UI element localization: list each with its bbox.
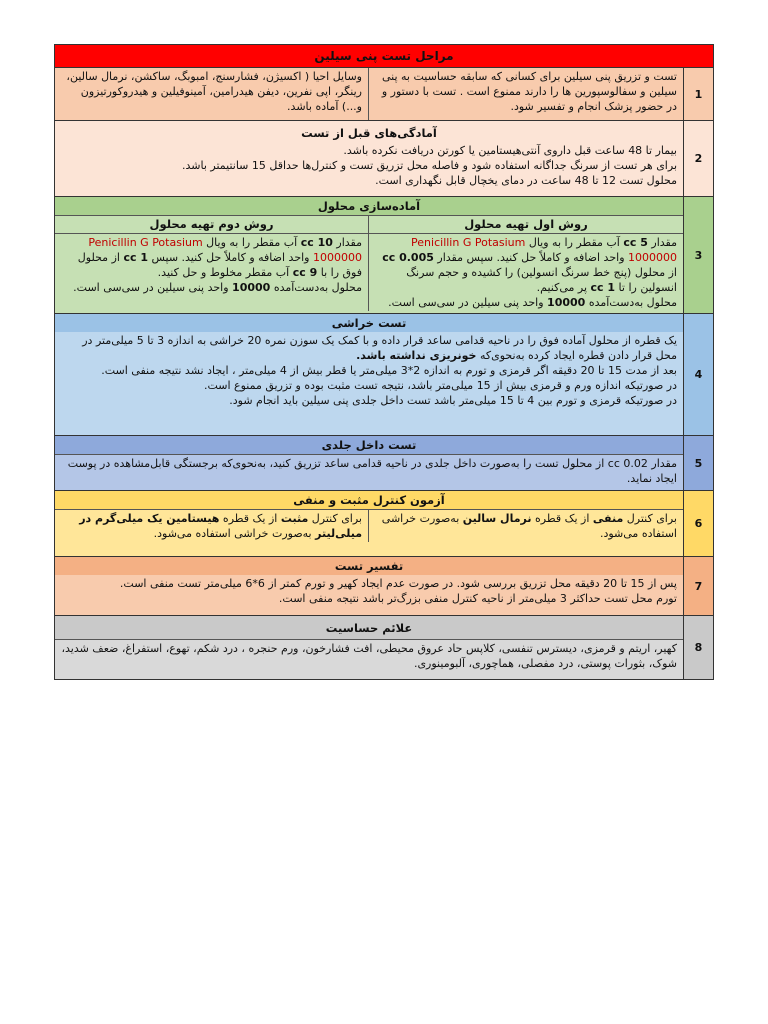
row-header: علائم حساسیت	[55, 616, 683, 640]
row-6-body	[55, 491, 683, 556]
table-row	[54, 121, 714, 197]
drug-units: 1000000	[313, 251, 362, 264]
text-line: تورم محل تست حداکثر 3 میلی‌متر از ناحیه کنترل منفی بزرگ‌تر باشد نتیجه منفی است.	[278, 592, 677, 605]
row-6-columns	[55, 510, 683, 542]
text-run: 9 cc	[292, 266, 318, 279]
text-run: برای کنترل	[308, 512, 362, 525]
positive-control-text	[55, 510, 369, 542]
method-1-text	[369, 234, 683, 311]
row-header: تست داخل جلدی	[55, 436, 683, 455]
method-2-text	[55, 234, 369, 311]
text-line: در صورتیکه اندازه ورم و قرمزی بیش از 15 میلی‌متر باشد، نتیجه تست مثبت بوده و تزریق ممنوع است.	[203, 379, 677, 392]
row-number: 1	[683, 68, 713, 120]
text-run: واحد اضافه و کاملاً حل کنید. سپس مقدار	[433, 251, 628, 264]
row-3-columns	[55, 216, 683, 234]
drug-name: Penicillin G Potasium	[411, 236, 526, 249]
row-number: 5	[683, 436, 713, 490]
row-header: آماده‌سازی محلول	[55, 197, 683, 216]
row-1-body	[55, 68, 683, 120]
row-number: 6	[683, 491, 713, 556]
row-7-body	[55, 557, 683, 615]
text-run: هیستامین یک میلی‌گرم در میلی‌لیتر	[79, 512, 362, 540]
table-row	[54, 68, 714, 121]
text-run: 5 cc	[623, 236, 648, 249]
text-line: محلول تست 12 تا 48 ساعت در دمای یخچال قابل نگهداری است.	[375, 174, 677, 187]
row-5-body	[55, 436, 683, 490]
text-run: 10 cc	[300, 236, 333, 249]
protocol-table	[54, 68, 714, 680]
row-2-text	[55, 142, 683, 190]
row-header: تفسیر تست	[55, 557, 683, 575]
method-2-title: روش دوم تهیه محلول	[55, 216, 369, 233]
text-run: از محلول فوق را با	[77, 251, 362, 279]
text-run: نرمال سالین	[462, 512, 532, 525]
text-run: از یک قطره	[219, 512, 281, 525]
text-line: بیمار تا 48 ساعت قبل داروی آنتی‌هیستامین یا کورتن دریافت نکرده باشد.	[343, 144, 677, 157]
row-number: 3	[683, 197, 713, 313]
row-number: 8	[683, 616, 713, 679]
text-line: پس از 15 تا 20 دقیقه محل تزریق بررسی شود. در صورت عدم ایجاد کهیر و تورم کمتر از 6*6 میلی‌متر تست منفی است.	[119, 577, 677, 590]
method-1-title: روش اول تهیه محلول	[464, 217, 588, 231]
table-row	[54, 314, 714, 436]
row-2-body	[55, 121, 683, 196]
text-run: محلول به‌دست‌آمده	[585, 296, 677, 309]
row-4-text	[55, 332, 683, 410]
row-5-text: مقدار 0.02 cc از محلول تست را به‌صورت داخل جلدی در ناحیه قدامی ساعد تزریق کنید، به‌نحوی‌که برجستگی قابل‌مشاهده در پوست ایجاد نماید.	[67, 457, 677, 485]
drug-name: Penicillin G Potasium	[88, 236, 203, 249]
row-7-text	[55, 575, 683, 608]
table-row	[54, 436, 714, 491]
text-run: از محلول (پنج خط سرنگ انسولین) را کشیده و حجم سرنگ انسولین را تا	[406, 266, 677, 294]
text-run: خونریزی نداشته باشد.	[356, 349, 477, 362]
page-title: مراحل تست پنی سیلین	[54, 44, 714, 68]
table-row	[54, 197, 714, 314]
row-8-text: کهیر، اریتم و قرمزی، دیسترس تنفسی، کلاپس حاد عروق محیطی، افت فشارخون، ورم حنجره ، درد شکم، تهوع، استفراغ، ضعف شدید، شوک، بثورات پوستی، درد مفصلی، هماچوری، آلبومینوری.	[61, 642, 677, 670]
text-run: آب مقطر مخلوط و حل کنید.	[157, 266, 293, 279]
row-header: آمادگی‌های قبل از تست	[301, 126, 437, 140]
text-run: آب مقطر را به ویال	[202, 236, 301, 249]
drug-units: 1000000	[628, 251, 677, 264]
text-line: بعد از مدت 15 تا 20 دقیقه اگر قرمزی و تورم به اندازه 2*3 میلی‌متر یا قطر بیش از 4 میلی‌متر ، ایجاد نشد نتیجه منفی است.	[101, 364, 677, 377]
text-line: برای هر تست از سرنگ جداگانه استفاده شود و فاصله محل تزریق تست و کنترل‌ها حداقل 15 سانتیمتر باشد.	[181, 159, 677, 172]
text-run: واحد پنی سیلین در سی‌سی است.	[388, 296, 548, 309]
table-row	[54, 491, 714, 557]
row-3-methods	[55, 234, 683, 311]
row-header: آزمون کنترل مثبت و منفی	[55, 491, 683, 510]
text-run: به‌صورت خراشی استفاده می‌شود.	[153, 527, 316, 540]
text-run: یک قطره از محلول آماده فوق را در ناحیه قدامی ساعد قرار داده و با کمک یک سوزن نمره 20 خراشی به اندازه 3 تا 5 میلی‌متر در محل قرار دادن قطره ایجاد کرده به‌نحوی‌که	[82, 334, 677, 362]
row-number: 7	[683, 557, 713, 615]
text-line: در صورتیکه قرمزی و تورم بین 4 تا 15 میلی‌متر باشد تست داخل جلدی پنی سیلین باید انجام شود.	[229, 394, 677, 407]
text-run: محلول به‌دست‌آمده	[270, 281, 362, 294]
table-row	[54, 557, 714, 616]
text-run: مقدار	[332, 236, 362, 249]
text-run: از یک قطره	[531, 512, 593, 525]
text-run: مقدار	[647, 236, 677, 249]
row-8-body	[55, 616, 683, 679]
row-4-body	[55, 314, 683, 435]
text-line	[61, 333, 677, 363]
text-run: پر می‌کنیم.	[536, 281, 591, 294]
text-run: منفی	[592, 512, 624, 525]
text-run: مثبت	[280, 512, 309, 525]
text-run: برای کنترل	[623, 512, 677, 525]
row-number: 4	[683, 314, 713, 435]
text-run: 10000	[547, 296, 586, 309]
table-row	[54, 616, 714, 680]
row-number: 2	[683, 121, 713, 196]
text-run: آب مقطر را به ویال	[525, 236, 624, 249]
row-header: تست خراشی	[55, 314, 683, 332]
negative-control-text	[369, 510, 683, 542]
row-3-body	[55, 197, 683, 313]
text-run: به‌صورت خراشی استفاده می‌شود.	[381, 512, 677, 540]
row-1-right-cell: تست و تزریق پنی سیلین برای کسانی که سابقه حساسیت به پنی سیلین و سفالوسپورین ها را دارند ممنوع است . تست با دستور و در حضور پزشک انجام و تفسیر شود.	[381, 70, 677, 113]
text-run: 0.005 cc	[382, 251, 434, 264]
text-run: 1 cc	[590, 281, 616, 294]
row-1-left-cell: وسایل احیا ( اکسیژن، فشارسنج، امبوبگ، ساکشن، نرمال سالین، رینگر، اپی نفرین، دیفن هیدرامین، آمینوفیلین و هیدروکورتیزون و...) آماده باشد.	[55, 68, 369, 120]
text-run: واحد پنی سیلین در سی‌سی است.	[73, 281, 233, 294]
text-run: واحد اضافه و کاملاً حل کنید. سپس	[147, 251, 313, 264]
text-run: 1 cc	[123, 251, 148, 264]
text-run: 10000	[232, 281, 271, 294]
